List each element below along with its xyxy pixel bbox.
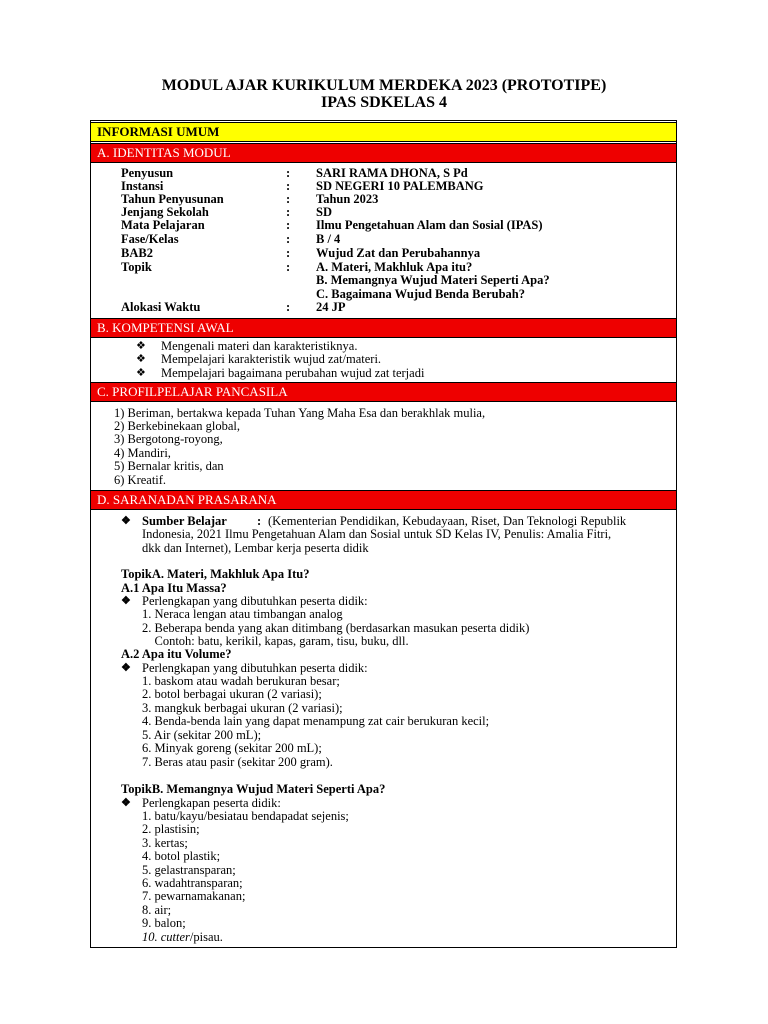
list-item: 2. plastisin;	[142, 822, 200, 836]
bullet-icon: ❖	[121, 797, 131, 809]
colon: :	[286, 205, 291, 219]
a1-heading: A.1 Apa Itu Massa?	[121, 581, 227, 595]
list-item: 2. Beberapa benda yang akan ditimbang (berdasarkan masukan peserta didik)	[142, 621, 530, 635]
list-item: 3. mangkuk berbagai ukuran (2 variasi);	[142, 701, 343, 715]
colon: :	[286, 192, 291, 206]
topik-b-heading: TopikB. Memangnya Wujud Materi Seperti Apa?	[121, 782, 386, 796]
value-fase: B / 4	[316, 232, 341, 246]
value-tahun: Tahun 2023	[316, 192, 379, 206]
list-item: 2) Berkebinekaan global,	[114, 419, 240, 433]
list-item: 1. baskom atau wadah berukuran besar;	[142, 674, 340, 688]
label-alokasi: Alokasi Waktu	[121, 300, 201, 314]
colon: :	[286, 300, 291, 314]
list-item: Mempelajari bagaimana perubahan wujud zat terjadi	[161, 366, 425, 380]
list-item: 3. kertas;	[142, 836, 188, 850]
list-item: 5. gelastransparan;	[142, 863, 236, 877]
cutter-italic-text: 10. cutter	[142, 930, 190, 944]
colon: :	[286, 260, 291, 274]
list-item: 9. balon;	[142, 916, 186, 930]
document-title: MODUL AJAR KURIKULUM MERDEKA 2023 (PROTOTIPE)	[161, 77, 607, 94]
bullet-icon: ❖	[121, 515, 131, 527]
list-item: Mempelajari karakteristik wujud zat/materi.	[161, 352, 382, 366]
label-instansi: Instansi	[121, 179, 164, 193]
list-item: 5. Air (sekitar 200 mL);	[142, 728, 262, 742]
list-item: 6) Kreatif.	[114, 473, 167, 487]
label-mapel: Mata Pelajaran	[121, 218, 205, 232]
label-bab: BAB2	[121, 246, 153, 260]
list-item: 4. Benda-benda lain yang dapat menampung zat cair berukuran kecil;	[142, 714, 490, 728]
document-subtitle: IPAS SDKELAS 4	[321, 94, 447, 111]
section-profil-pelajar: C. PROFILPELAJAR PANCASILA	[91, 382, 676, 402]
bullet-icon: ❖	[121, 595, 131, 607]
value-instansi: SD NEGERI 10 PALEMBANG	[316, 179, 484, 193]
value-alokasi: 24 JP	[316, 300, 346, 314]
section-informasi-umum: INFORMASI UMUM	[91, 122, 676, 142]
colon: :	[257, 514, 262, 528]
list-item: 6. Minyak goreng (sekitar 200 mL);	[142, 741, 322, 755]
colon: :	[286, 166, 291, 180]
label-topik: Topik	[121, 260, 152, 274]
list-item: 6. wadahtransparan;	[142, 876, 243, 890]
sumber-line: dkk dan Internet), Lembar kerja peserta didik	[142, 541, 369, 555]
value-jenjang: SD	[316, 205, 332, 219]
value-mapel: Ilmu Pengetahuan Alam dan Sosial (IPAS)	[316, 218, 543, 232]
list-item-last	[142, 930, 223, 944]
label-penyusun: Penyusun	[121, 166, 174, 180]
section-identitas-modul: A. IDENTITAS MODUL	[91, 143, 676, 163]
list-item: 2. botol berbagai ukuran (2 variasi);	[142, 687, 322, 701]
colon: :	[286, 218, 291, 232]
list-item: 7. pewarnamakanan;	[142, 889, 246, 903]
bullet-icon: ❖	[136, 340, 146, 352]
list-item: 1) Beriman, bertakwa kepada Tuhan Yang Maha Esa dan berakhlak mulia,	[114, 406, 486, 420]
list-item: Mengenali materi dan karakteristiknya.	[161, 339, 358, 353]
list-item: 4. botol plastik;	[142, 849, 221, 863]
value-topik-a: A. Materi, Makhluk Apa itu?	[316, 260, 473, 274]
list-item: 8. air;	[142, 903, 172, 917]
list-item: 1. batu/kayu/besiatau bendapadat sejenis;	[142, 809, 349, 823]
list-item: 5) Bernalar kritis, dan	[114, 459, 224, 473]
a2-intro: Perlengkapan yang dibutuhkan peserta didik:	[142, 661, 368, 675]
list-item: 3) Bergotong-royong,	[114, 432, 223, 446]
bullet-icon: ❖	[121, 662, 131, 674]
sumber-line: Indonesia, 2021 Ilmu Pengetahuan Alam dan Sosial untuk SD Kelas IV, Penulis: Amalia Fitri,	[142, 527, 612, 541]
colon: :	[286, 232, 291, 246]
label-fase: Fase/Kelas	[121, 232, 179, 246]
sumber-belajar-label: Sumber Belajar	[142, 514, 227, 528]
value-penyusun: SARI RAMA DHONA, S Pd	[316, 166, 468, 180]
colon: :	[286, 246, 291, 260]
topik-a-heading: TopikA. Materi, Makhluk Apa Itu?	[121, 567, 310, 581]
list-item: Contoh: batu, kerikil, kapas, garam, tisu, buku, dll.	[142, 634, 409, 648]
colon: :	[286, 179, 291, 193]
bullet-icon: ❖	[136, 367, 146, 379]
value-topik-b: B. Memangnya Wujud Materi Seperti Apa?	[316, 273, 550, 287]
b-intro: Perlengkapan peserta didik:	[142, 796, 281, 810]
list-item: 7. Beras atau pasir (sekitar 200 gram).	[142, 755, 333, 769]
bullet-icon: ❖	[136, 353, 146, 365]
label-jenjang: Jenjang Sekolah	[121, 205, 209, 219]
section-sarana-prasarana: D. SARANADAN PRASARANA	[91, 490, 676, 510]
list-item: 4) Mandiri,	[114, 446, 171, 460]
label-tahun: Tahun Penyusunan	[121, 192, 224, 206]
pisau-text: /pisau.	[189, 930, 223, 944]
list-item: 1. Neraca lengan atau timbangan analog	[142, 607, 343, 621]
a1-intro: Perlengkapan yang dibutuhkan peserta didik:	[142, 594, 368, 608]
sumber-line: (Kementerian Pendidikan, Kebudayaan, Riset, Dan Teknologi Republik	[268, 514, 627, 528]
section-kompetensi-awal: B. KOMPETENSI AWAL	[91, 318, 676, 338]
a2-heading: A.2 Apa itu Volume?	[121, 647, 232, 661]
value-bab: Wujud Zat dan Perubahannya	[316, 246, 481, 260]
value-topik-c: C. Bagaimana Wujud Benda Berubah?	[316, 287, 525, 301]
